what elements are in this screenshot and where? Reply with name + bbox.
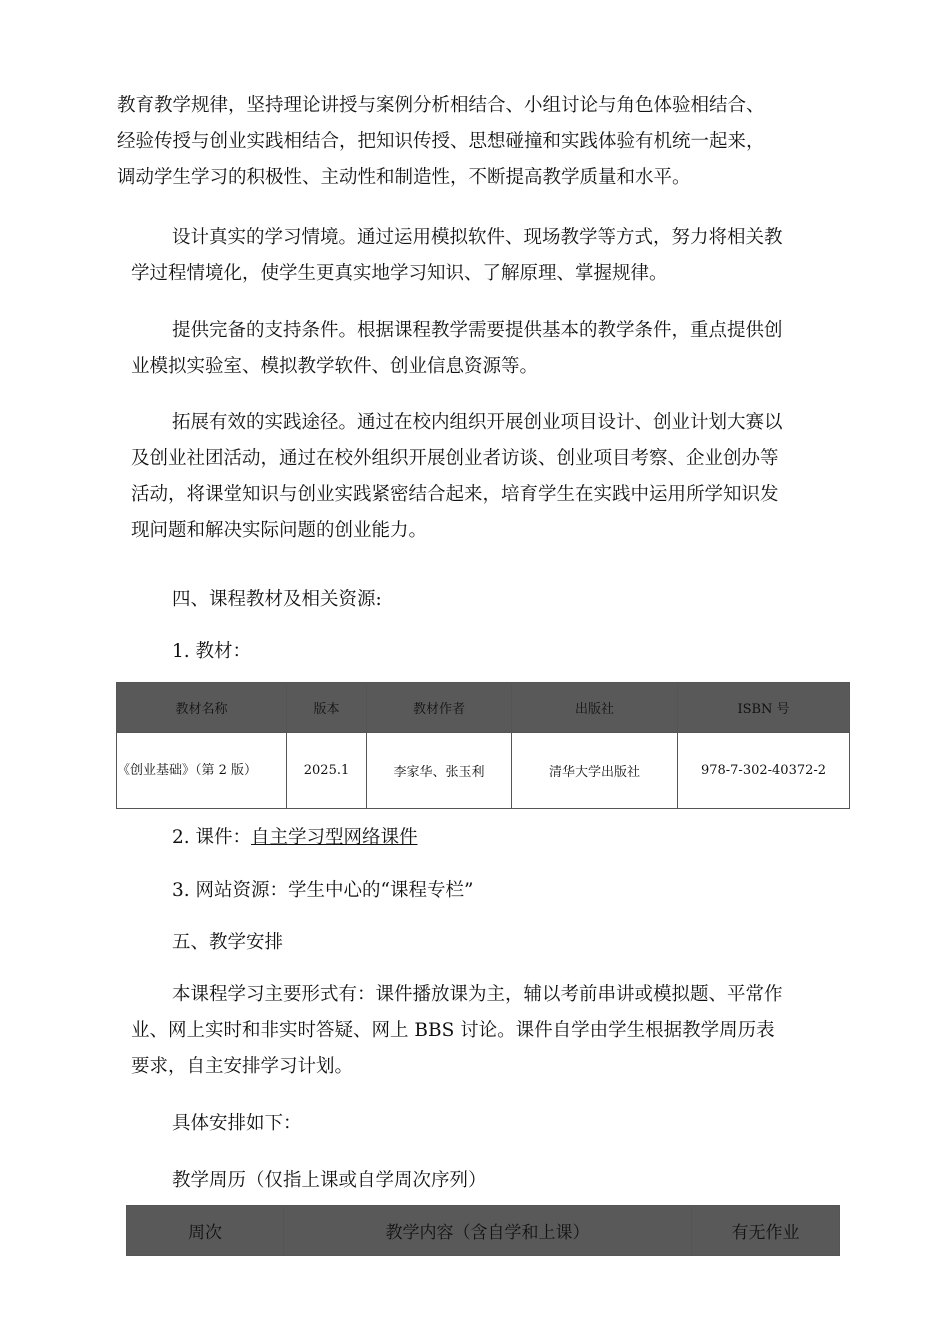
section-heading-arrangement: 五、教学安排	[172, 932, 284, 953]
paragraph-learning-forms	[131, 977, 783, 1085]
table-cell-title: 《创业基础》（第 2 版）	[117, 733, 287, 809]
text-line: 本课程学习主要形式有：课件播放课为主，辅以考前串讲或模拟题、平常作	[172, 984, 783, 1005]
paragraph-support-conditions	[131, 313, 783, 385]
text-line: 及创业社团活动，通过在校外组织开展创业者访谈、创业项目考察、企业创办等	[131, 448, 779, 469]
text-line: 提供完备的支持条件。根据课程教学需要提供基本的教学条件，重点提供创	[172, 320, 783, 341]
list-item-textbook: 1. 教材：	[172, 641, 252, 662]
text-line: 活动，将课堂知识与创业实践紧密结合起来，培育学生在实践中运用所学知识发	[131, 484, 779, 505]
paragraph-learning-context	[131, 220, 783, 292]
text-line: 经验传授与创业实践相结合，把知识传授、思想碰撞和实践体验有机统一起来，	[117, 131, 765, 152]
text-line: 业、网上实时和非实时答疑、网上 BBS 讨论。课件自学由学生根据教学周历表	[131, 1020, 775, 1041]
table-cell-edition: 2025.1	[287, 733, 367, 809]
courseware-link[interactable]: 自主学习型网络课件	[251, 827, 418, 848]
textbook-table	[116, 682, 850, 809]
arrangement-intro: 具体安排如下：	[172, 1113, 302, 1134]
table-cell-isbn: 978-7-302-40372-2	[678, 733, 850, 809]
table-header-cell: 版本	[287, 683, 367, 733]
text-line: 教育教学规律，坚持理论讲授与案例分析相结合、小组讨论与角色体验相结合、	[117, 95, 765, 116]
section-heading-resources: 四、课程教材及相关资源:	[172, 589, 382, 610]
text-line: 现问题和解决实际问题的创业能力。	[131, 520, 428, 541]
table-header-cell: 教材名称	[117, 683, 287, 733]
list-item-website: 3. 网站资源：学生中心的“课程专栏”	[172, 880, 474, 901]
table-header-cell: 教学内容（含自学和上课）	[284, 1206, 692, 1256]
table-header-cell: 教材作者	[367, 683, 512, 733]
text-line: 业模拟实验室、模拟教学软件、创业信息资源等。	[131, 356, 539, 377]
table-header-cell: 出版社	[512, 683, 678, 733]
paragraph-teaching-rules	[117, 88, 765, 196]
text-line: 学过程情境化，使学生更真实地学习知识、了解原理、掌握规律。	[131, 263, 668, 284]
text-line: 调动学生学习的积极性、主动性和制造性，不断提高教学质量和水平。	[117, 167, 691, 188]
table-cell-authors: 李家华、张玉利	[367, 733, 512, 809]
text-line: 拓展有效的实践途径。通过在校内组织开展创业项目设计、创业计划大赛以	[172, 412, 783, 433]
table-row	[117, 733, 850, 809]
table-header-row	[127, 1206, 840, 1256]
table-header-cell: 有无作业	[692, 1206, 840, 1256]
text-line: 设计真实的学习情境。通过运用模拟软件、现场教学等方式，努力将相关教	[172, 227, 783, 248]
table-header-row	[117, 683, 850, 733]
table-cell-publisher: 清华大学出版社	[512, 733, 678, 809]
table-header-cell: 周次	[127, 1206, 284, 1256]
list-item-courseware	[172, 826, 418, 850]
text-line: 要求，自主安排学习计划。	[131, 1056, 354, 1077]
table-header-cell: ISBN 号	[678, 683, 850, 733]
calendar-title: 教学周历（仅指上课或自学周次序列）	[172, 1170, 487, 1191]
teaching-calendar-table	[126, 1205, 840, 1256]
paragraph-practice-paths	[131, 405, 783, 549]
courseware-label: 2. 课件：	[172, 827, 252, 848]
